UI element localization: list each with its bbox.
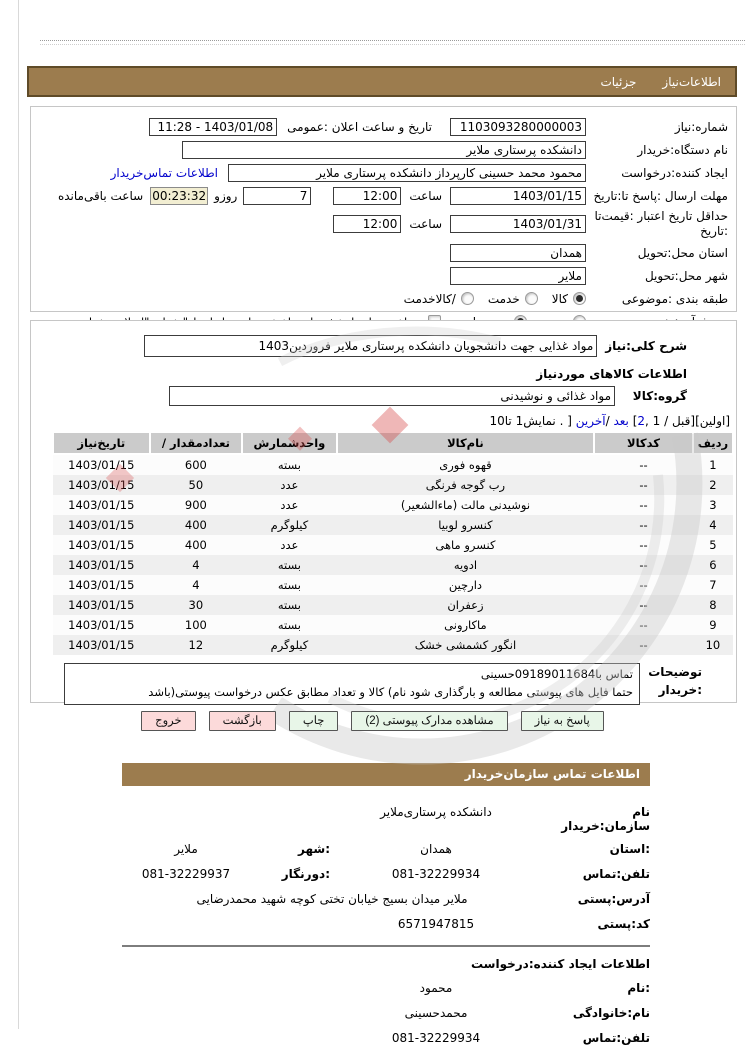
column-header: ردیف — [693, 432, 733, 454]
reply-deadline-time-field[interactable] — [333, 187, 401, 205]
need-desc-label: شرح کلی:نیاز — [605, 339, 687, 353]
need-number-field[interactable] — [450, 118, 586, 136]
table-row — [53, 575, 733, 595]
table-cell: قهوه فوری — [337, 454, 595, 475]
delivery-province-label: استان محل:تحویل — [637, 245, 728, 260]
table-cell: -- — [594, 575, 693, 595]
need-number-label: شماره:نیاز — [674, 119, 728, 134]
creator-lastname-value: محمدحسینی — [404, 1006, 468, 1020]
org-postal-label: کد:پستی — [597, 917, 650, 931]
radio-goods[interactable] — [573, 292, 586, 305]
announce-datetime-label: تاریخ و ساعت اعلان :عمومی — [287, 119, 432, 134]
table-cell: 1403/01/15 — [53, 595, 150, 615]
table-cell: -- — [594, 635, 693, 655]
org-name-label: نام سازمان:خریدار — [561, 805, 650, 833]
radio-goods-label: کالا — [551, 291, 568, 306]
goods-group-field[interactable] — [169, 386, 615, 406]
pager-next[interactable]: بعد — [613, 414, 629, 428]
table-cell: بسته — [242, 595, 337, 615]
items-section-heading: اطلاعات کالاهای موردنیاز — [536, 367, 687, 381]
column-header: کدکالا — [594, 432, 693, 454]
org-fax-value: 081-32229937 — [141, 867, 231, 881]
table-cell: 5 — [693, 535, 733, 555]
table-cell: کنسرو ماهی — [337, 535, 595, 555]
buyer-name-label: نام دستگاه:خریدار — [637, 142, 728, 157]
table-row — [53, 515, 733, 535]
table-row — [53, 475, 733, 495]
reply-deadline-label: مهلت ارسال :پاسخ تا:تاریخ — [593, 188, 728, 203]
goods-group-label: گروه:کالا — [632, 388, 687, 403]
table-cell: 12 — [150, 635, 243, 655]
table-cell: بسته — [242, 575, 337, 595]
table-cell: 1403/01/15 — [53, 555, 150, 575]
print-button[interactable]: چاپ — [289, 711, 338, 731]
radio-service[interactable] — [525, 292, 538, 305]
table-cell: -- — [594, 495, 693, 515]
org-phone-value: 081-32229934 — [391, 867, 481, 881]
countdown-label: ساعت باقی‌مانده — [57, 188, 144, 203]
table-cell: عدد — [242, 495, 337, 515]
table-cell: 8 — [693, 595, 733, 615]
table-cell: 1403/01/15 — [53, 535, 150, 555]
table-cell: زعفران — [337, 595, 595, 615]
creator-lastname-label: نام:خانوادگی — [572, 1006, 650, 1020]
table-row — [53, 555, 733, 575]
org-postal-value: 6571947815 — [397, 917, 475, 931]
table-cell: کیلوگرم — [242, 635, 337, 655]
table-cell: عدد — [242, 535, 337, 555]
creator-firstname-label: :نام — [627, 981, 650, 995]
need-desc-field[interactable] — [144, 335, 597, 357]
column-header: تاریخ‌نیاز — [53, 432, 150, 454]
pager-page-2[interactable]: 2 — [637, 414, 646, 428]
org-contact-section — [122, 796, 650, 1056]
table-row — [53, 635, 733, 655]
table-cell: رب گوجه فرنگی — [337, 475, 595, 495]
buyer-remarks-box[interactable]: تماس با09189011684حسینی حتما فایل های پیوستی مطالعه و بارگذاری شود نام) کالا و تعداد مطابق عکس درخواست پیوستی(باشد — [64, 663, 640, 705]
creator-firstname-value: محمود — [419, 981, 453, 995]
org-address-label: آدرس:پستی — [577, 892, 650, 906]
tab-details[interactable]: جزئیات — [600, 74, 637, 89]
table-cell: دارچین — [337, 575, 595, 595]
table-cell: نوشیدنی مالت (ماءالشعیر) — [337, 495, 595, 515]
table-cell: 1403/01/15 — [53, 635, 150, 655]
table-cell: -- — [594, 555, 693, 575]
table-cell: کنسرو لوبیا — [337, 515, 595, 535]
creator-info-heading: اطلاعات ایجاد کننده:درخواست — [470, 957, 650, 971]
table-cell: 9 — [693, 615, 733, 635]
table-cell: عدد — [242, 475, 337, 495]
days-label: روزو — [214, 188, 238, 203]
view-attachments-button[interactable]: مشاهده مدارک پیوستی (2) — [351, 711, 507, 731]
table-cell: 6 — [693, 555, 733, 575]
table-cell: 2 — [693, 475, 733, 495]
table-cell: 1 — [693, 454, 733, 475]
org-address-value: ملایر میدان بسیج خیابان تختی کوچه شهید محمدرضایی — [196, 892, 468, 906]
creator-field[interactable] — [228, 164, 586, 182]
table-cell: 1403/01/15 — [53, 575, 150, 595]
top-dotted-divider — [40, 40, 745, 45]
table-header-row — [53, 432, 733, 454]
org-province-value: همدان — [420, 842, 452, 856]
price-validity-time-field[interactable] — [333, 215, 401, 233]
pager-first-prev[interactable]: [اولین][قبل / 1 , — [645, 414, 730, 428]
pager-range: [ . نمایش1 تا10 — [489, 414, 576, 428]
table-cell: -- — [594, 454, 693, 475]
table-cell: ماکارونی — [337, 615, 595, 635]
table-cell: 4 — [150, 575, 243, 595]
table-cell: 3 — [693, 495, 733, 515]
buyer-remarks-label: توضیحات :خریدار — [648, 665, 702, 697]
table-cell: -- — [594, 475, 693, 495]
section-divider — [122, 945, 650, 947]
table-row — [53, 454, 733, 475]
countdown-timer: 00:23:32 — [150, 187, 208, 205]
action-buttons — [0, 711, 745, 731]
creator-phone-value: 081-32229934 — [391, 1031, 481, 1045]
price-validity-label: حداقل تاریخ اعتبار :قیمت‌تا :تاریخ — [594, 209, 728, 238]
creator-label: ایجاد کننده:درخواست — [621, 165, 728, 180]
need-items-panel — [30, 320, 737, 703]
table-row — [53, 595, 733, 615]
subject-class-label: طبقه بندی :موضوعی — [621, 291, 728, 306]
table-cell: 4 — [150, 555, 243, 575]
column-header: تعدادمقدار / — [150, 432, 243, 454]
delivery-province-field[interactable] — [450, 244, 586, 262]
org-name-value: دانشکده پرستاری‌ملایر — [380, 805, 492, 819]
table-cell: بسته — [242, 454, 337, 475]
creator-phone-label: تلفن:تماس — [582, 1031, 650, 1045]
table-cell: 30 — [150, 595, 243, 615]
delivery-city-label: شهر محل:تحویل — [644, 268, 728, 283]
table-cell: 7 — [693, 575, 733, 595]
column-header: نام‌کالا — [337, 432, 595, 454]
table-cell: 600 — [150, 454, 243, 475]
announce-datetime-field[interactable] — [149, 118, 277, 136]
table-row — [53, 495, 733, 515]
table-cell: 1403/01/15 — [53, 475, 150, 495]
table-cell: -- — [594, 535, 693, 555]
table-cell: 1403/01/15 — [53, 515, 150, 535]
items-table — [52, 431, 734, 655]
table-cell: کیلوگرم — [242, 515, 337, 535]
org-city-value: ملایر — [174, 842, 198, 856]
days-field[interactable] — [243, 187, 311, 205]
table-cell: -- — [594, 615, 693, 635]
org-province-label: :استان — [609, 842, 650, 856]
table-cell: 4 — [693, 515, 733, 535]
table-cell: 1403/01/15 — [53, 615, 150, 635]
table-row — [53, 615, 733, 635]
deadline-hour-label: ساعت — [409, 188, 442, 203]
table-cell: ادویه — [337, 555, 595, 575]
exit-button[interactable]: خروج — [141, 711, 195, 731]
need-header-panel — [30, 106, 737, 312]
table-cell: 1403/01/15 — [53, 454, 150, 475]
back-button[interactable]: بازگشت — [209, 711, 276, 731]
radio-service-label: خدمت — [487, 291, 520, 306]
org-city-label: :شهر — [298, 842, 330, 856]
table-cell: 10 — [693, 635, 733, 655]
validity-hour-label: ساعت — [409, 217, 442, 231]
table-cell: 400 — [150, 535, 243, 555]
left-border-line — [18, 0, 19, 1029]
tab-need-info[interactable]: اطلاعات‌نیاز — [662, 74, 721, 89]
table-cell: 900 — [150, 495, 243, 515]
table-cell: 100 — [150, 615, 243, 635]
price-validity-date-field[interactable] — [450, 215, 586, 233]
radio-goods-service[interactable] — [461, 292, 474, 305]
table-cell: انگور کشمشی خشک — [337, 635, 595, 655]
reply-to-need-button[interactable]: پاسخ به نیاز — [521, 711, 604, 731]
table-cell: 400 — [150, 515, 243, 535]
table-cell: -- — [594, 515, 693, 535]
buyer-contact-link[interactable]: اطلاعات تماس‌خریدار — [110, 165, 218, 180]
table-cell: 1403/01/15 — [53, 495, 150, 515]
table-cell: بسته — [242, 555, 337, 575]
table-row — [53, 535, 733, 555]
radio-goods-service-label: /کالاخدمت — [403, 291, 456, 306]
pagination: [اولین][قبل / 1 ,2] بعد /آخرین [ . نمایش1 تا10 — [489, 414, 730, 428]
org-contact-header: اطلاعات تماس سازمان‌خریدار — [122, 763, 650, 786]
pager-last[interactable]: آخرین — [575, 414, 606, 428]
tab-bar — [27, 66, 737, 97]
org-phone-label: تلفن:تماس — [582, 867, 650, 881]
reply-deadline-date-field[interactable] — [450, 187, 586, 205]
org-fax-label: :دورنگار — [281, 867, 330, 881]
column-header: واحدشمارش — [242, 432, 337, 454]
table-cell: 50 — [150, 475, 243, 495]
table-cell: -- — [594, 595, 693, 615]
delivery-city-field[interactable] — [450, 267, 586, 285]
table-cell: بسته — [242, 615, 337, 635]
buyer-name-field[interactable] — [182, 141, 586, 159]
